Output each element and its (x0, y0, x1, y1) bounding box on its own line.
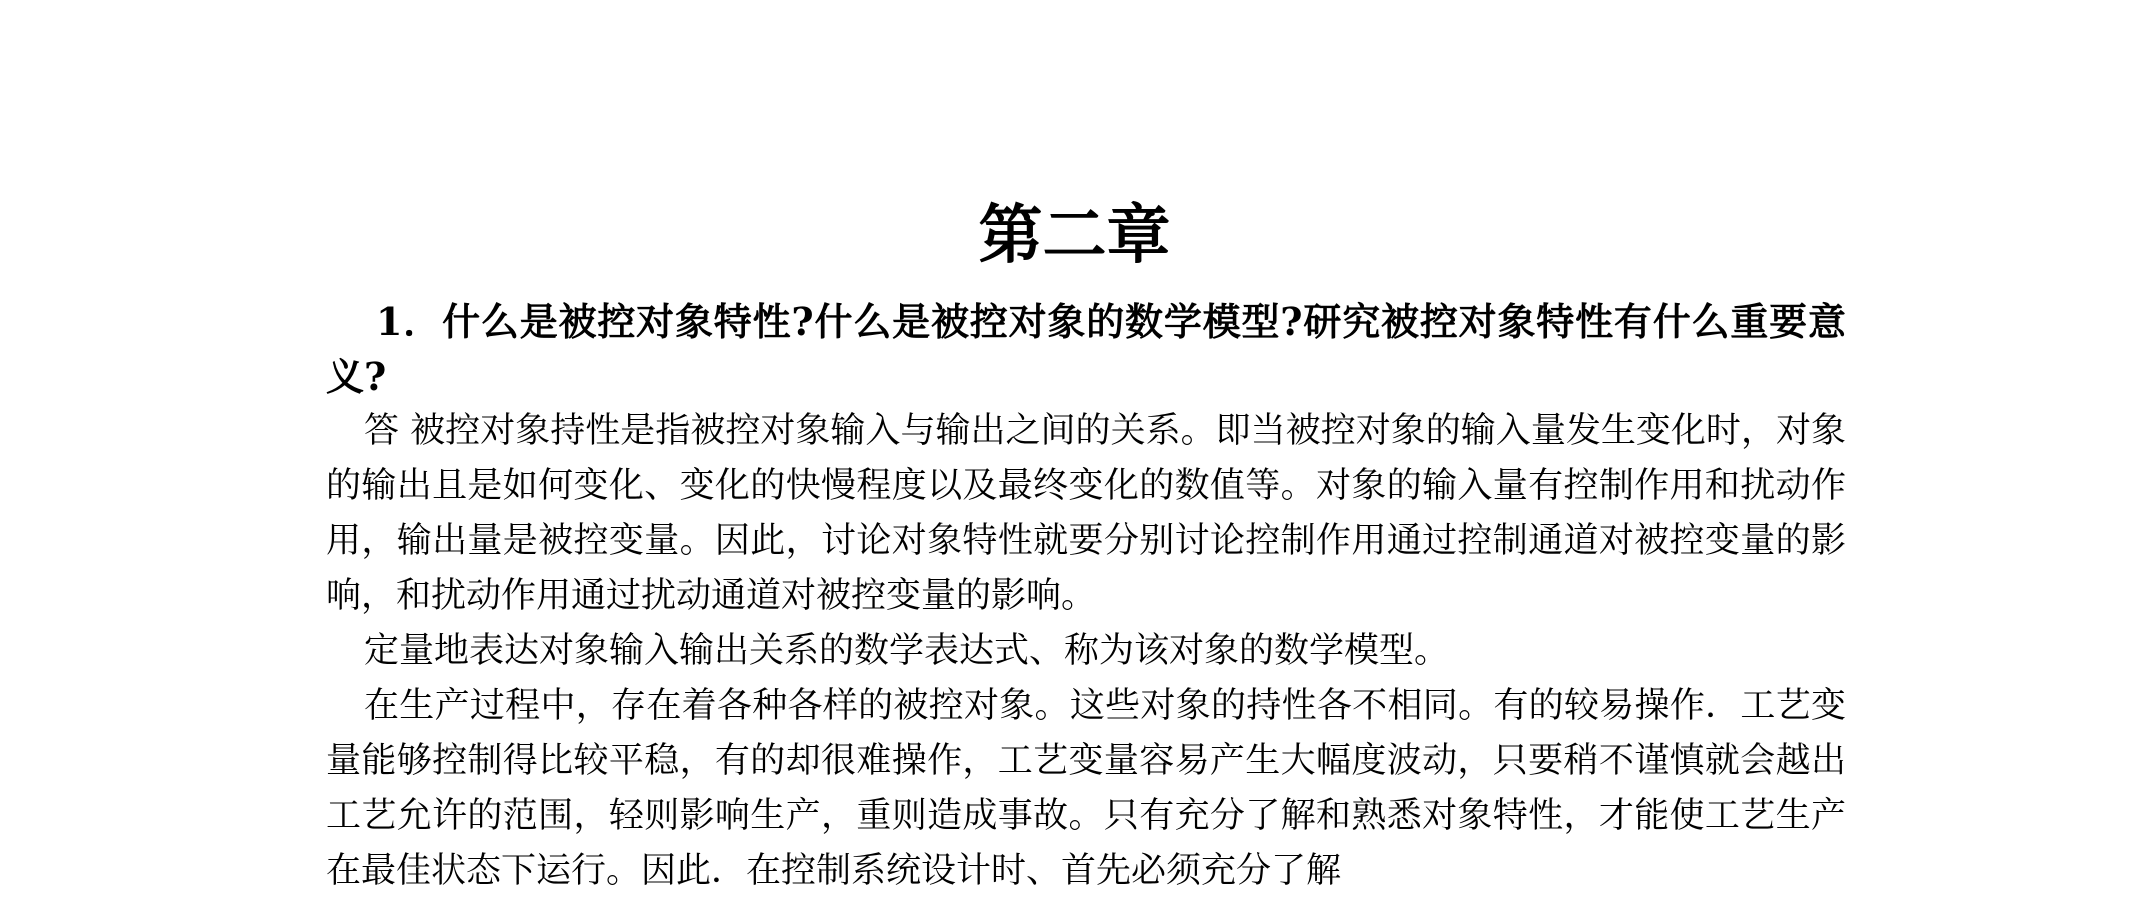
question-heading: 1．什么是被控对象特性?什么是被控对象的数学模型?研究被控对象特性有什么重要意义? (326, 299, 1846, 399)
significance-paragraph: 在生产过程中，存在着各种各样的被控对象。这些对象的持性各不相同。有的较易操作．工艺变量能够控制得比较平稳，有的却很难操作，工艺变量容易产生大幅度波动，只要稍不谨慎就会越出工艺允许的范围，轻则影响生产，重则造成事故。只有充分了解和熟悉对象特性，才能使工艺生产在最佳状态下运行。因此．在控制系统设计时、首先必须充分了解 (326, 686, 1846, 891)
model-definition-paragraph: 定量地表达对象输入输出关系的数学表达式、称为该对象的数学模型。 (364, 631, 1450, 671)
document-body (326, 294, 1846, 899)
chapter-title: 第二章 (978, 198, 1171, 273)
answer-paragraph: 答 被控对象持性是指被控对象输入与输出之间的关系。即当被控对象的输入量发生变化时，对象的输出且是如何变化、变化的快慢程度以及最终变化的数值等。对象的输入量有控制作用和扰动作用，输出量是被控变量。因此，讨论对象特性就要分别讨论控制作用通过控制通道对被控变量的影响，和扰动作用通过扰动通道对被控变量的影响。 (326, 411, 1846, 616)
